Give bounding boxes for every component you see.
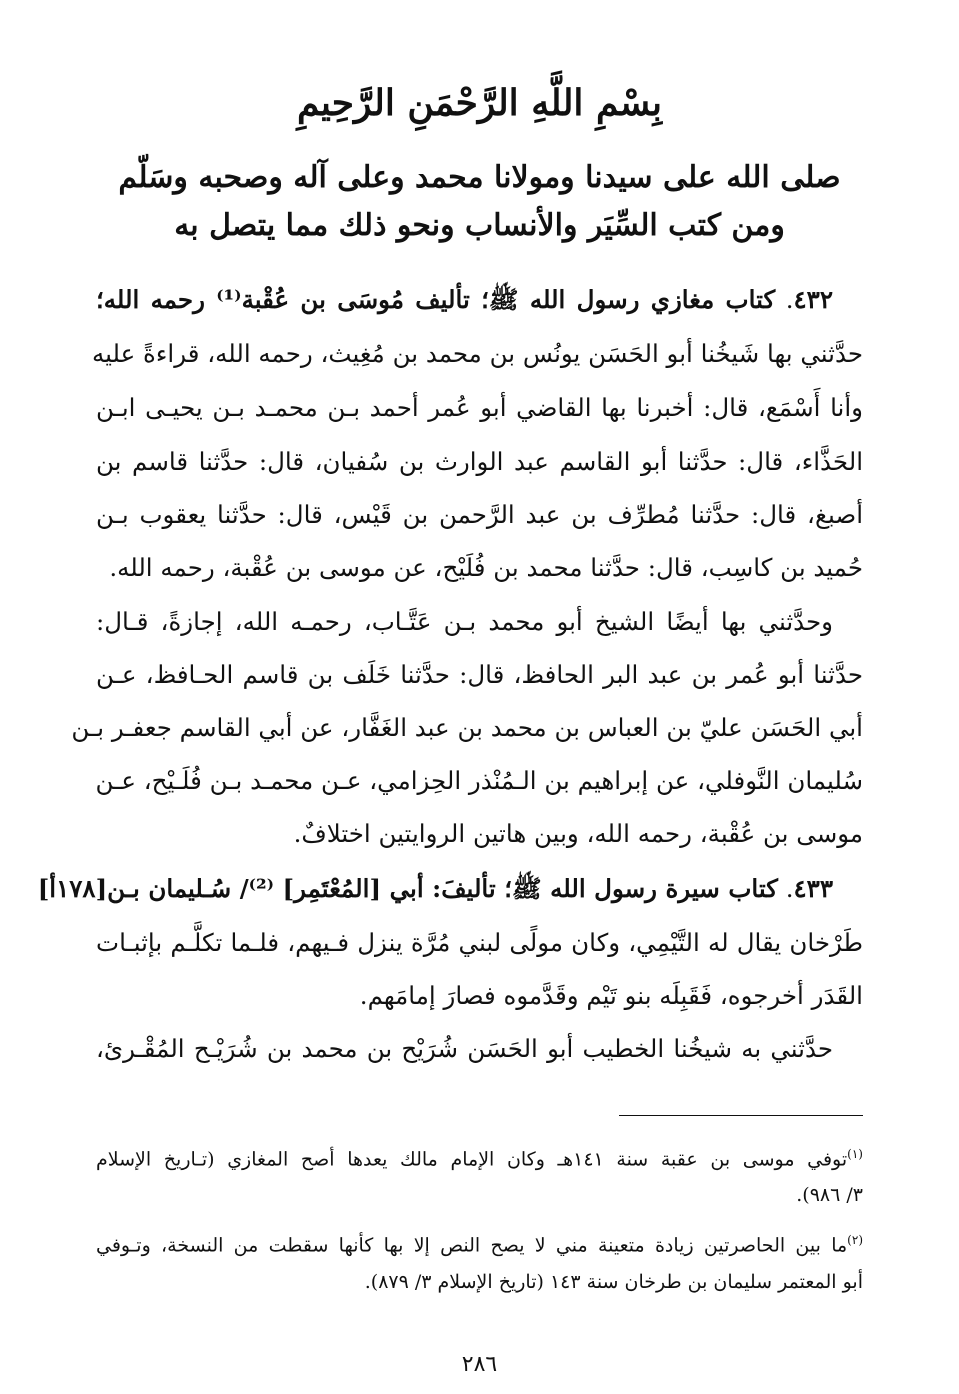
footnote-marker: (١) — [847, 1147, 863, 1161]
section-heading: ومن كتب السِّيَر والأنساب ونحو ذلك مما يتصل به — [174, 208, 785, 243]
entry-432-line-2: حدَّثني بها شَيخُنا أبو الحَسَن يونُس بن محمد بن مُغِيث، رحمه الله، قراءةً عليه — [91, 339, 863, 368]
entry-432-line-1: ٤٣٢. كتاب مغازي رسول الله ﷺ؛ تأليف مُوسَى بن عُقْبة⁽¹⁾ رحمه الله؛ — [96, 285, 833, 314]
footnote-2-line-1: $^{(٢)}$ما بين الحاصرتين زيادة متعينة مني لا يصح النص إلا بها كأنها سقطت من النسخة، وتـوفي — [96, 1233, 863, 1257]
entry-number: ٤٣٢ — [793, 285, 833, 314]
entry-432-line-7: وحدَّثني بها أيضًا الشيخ أبو محمد بـن عَتَّـاب، رحمـه الله، إجازةً، قـال: — [96, 607, 833, 636]
entry-433-line-1: ٤٣٣. كتاب سيرة رسول الله ﷺ؛ تأليفَ: أبي [المُعْتَمِر] ⁽²⁾/ سُـليمان بـن[١٧٨أ] — [37, 874, 833, 903]
entry-432-line-4: الحَذَّاء، قال: حدَّثنا أبو القاسم عبد الوارث بن سُفيان، قال: حدَّثنا قاسم بن — [96, 447, 863, 476]
entry-432-line-5: أصبغ، قال: حدَّثنا مُطرِّف بن عبد الرَّحمن بن قَيْس، قال: حدَّثنا يعقوب بـن — [96, 500, 863, 529]
entry-432-line-8: حدَّثنا أبو عُمر بن عبد البر الحافظ، قال: حدَّثنا خَلَف بن قاسم الحـافظ، عـن — [96, 660, 863, 689]
entry-432-line-11: موسى بن عُقْبة، رحمه الله، وبين هاتين الروايتين اختلافٌ. — [293, 819, 863, 848]
basmala: بِسْمِ اللَّهِ الرَّحْمَنِ الرَّحِيمِ — [296, 82, 663, 124]
footnote-separator — [619, 1115, 863, 1116]
entry-432-line-9: أبي الحَسَن عليّ بن العباس بن محمد بن عبد الغَفَّار، عن أبي القاسم جعفـر بـن — [71, 713, 863, 742]
footnote-1-line-2: ٣/ ٩٨٦). — [796, 1184, 863, 1206]
entry-432-line-10: سُليمان النَّوفلي، عن إبراهيم بن الـمُنْذر الحِزامي، عـن محمـد بـن فُلَـيْح، عـن — [95, 766, 863, 795]
footnote-2-line-2: أبو المعتمر سليمان بن طرخان سنة ١٤٣ (تاريخ الإسلام ٣/ ٨٧٩). — [364, 1271, 863, 1293]
entry-433-line-3: القَدَر أخرجوه، فَقَبِلَه بنو تَيْم وقَدَّموه فصارَ إمامَهم. — [359, 981, 863, 1010]
page-number: ٢٨٦ — [461, 1352, 498, 1377]
entry-number: ٤٣٣ — [793, 874, 833, 903]
entry-432-line-3: وأنا أَسْمَع، قال: أخبرنا بها القاضي أبو عُمر أحمد بـن محمـد بـن يحيـى ابـن — [96, 393, 863, 422]
invocation-line: صلى الله على سيدنا ومولانا محمد وعلى آله وصحبه وسَلّم — [118, 160, 841, 195]
footnote-1-line-1: $^{(١)}$توفي موسى بن عقبة سنة ١٤١هـ وكان الإمام مالك يعدها أصح المغازي (تـاريخ الإسلام — [96, 1147, 863, 1171]
footnote-marker: (٢) — [847, 1233, 863, 1247]
entry-432-line-6: حُميد بن كاسِب، قال: حدَّثنا محمد بن فُلَيْح، عن موسى بن عُقْبة، رحمه الله. — [109, 553, 863, 582]
entry-433-line-4: حدَّثني به شيخُنا الخطيب أبو الحَسَن شُرَيْح بن محمد بن شُرَيْـح المُقْـرئ، — [96, 1034, 833, 1063]
entry-433-line-2: طَرْخان يقال له التَّيْمِي، وكان مولًى لبني مُرَّة ينزل فـيهم، فلـما تكلَّـم بإثبـات — [96, 928, 863, 957]
